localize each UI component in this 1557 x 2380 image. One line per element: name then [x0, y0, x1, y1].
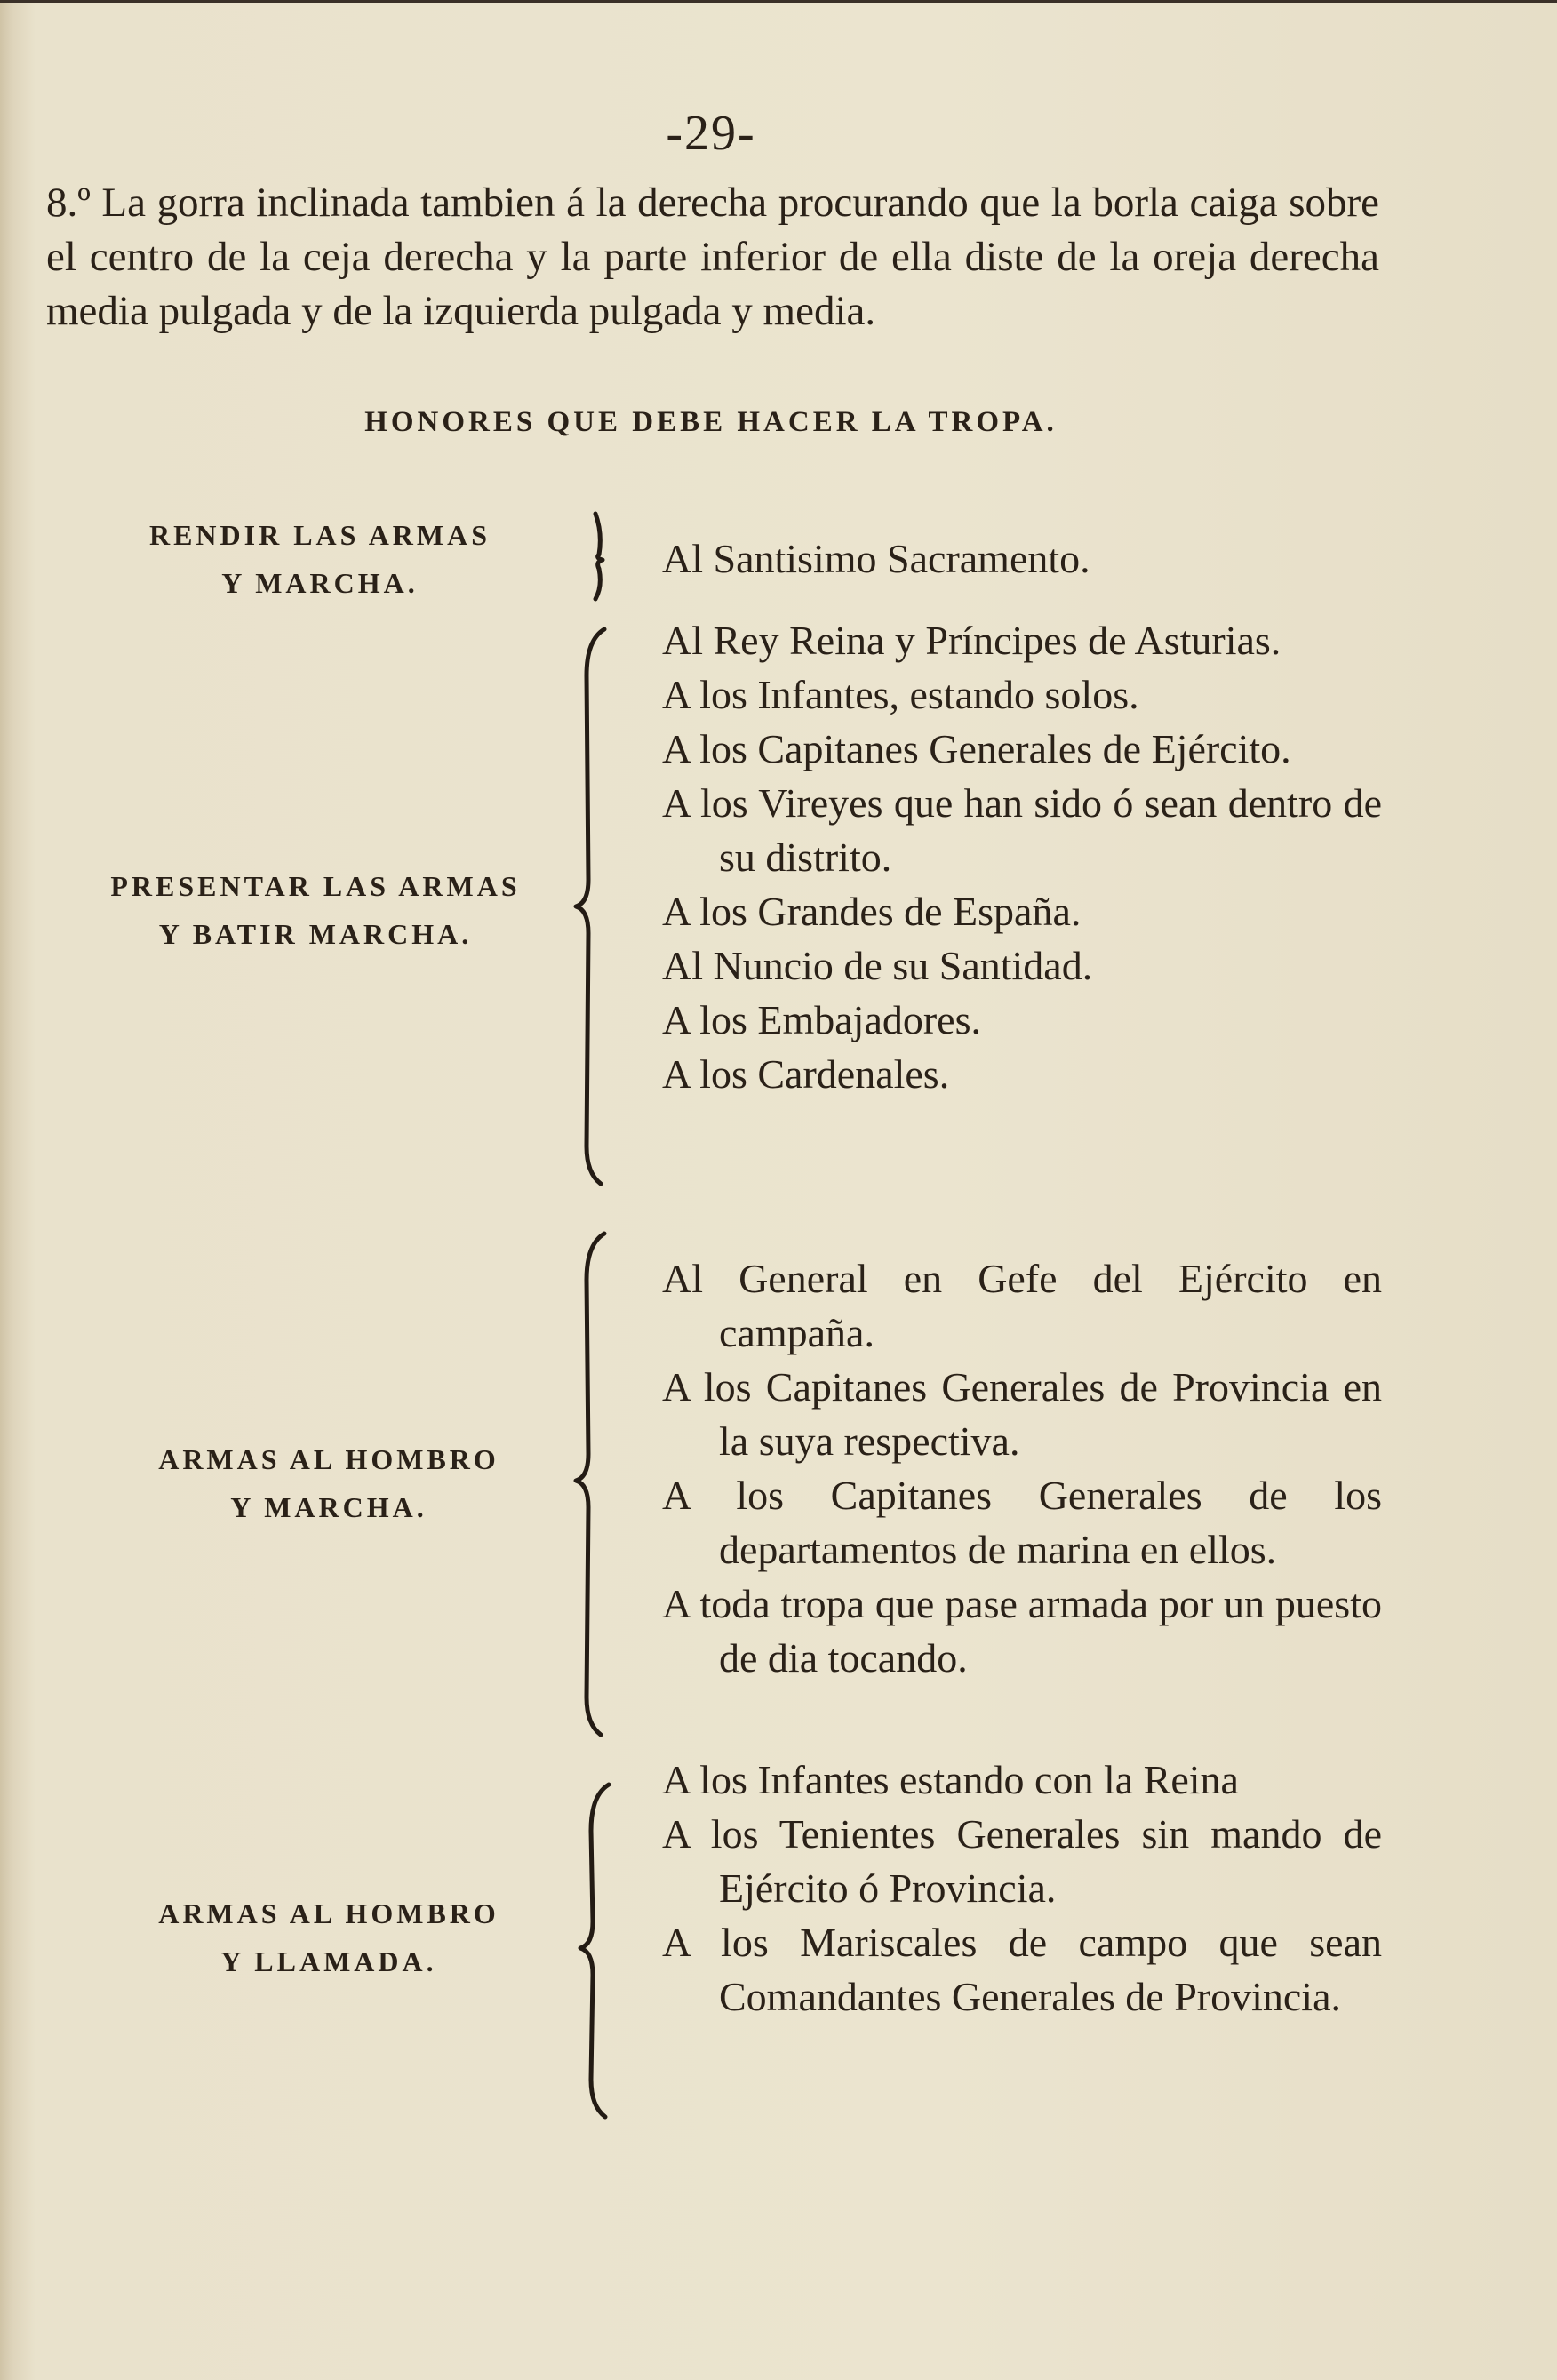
brace-armas-llamada: [573, 1777, 618, 2124]
list-item: Al Santisimo Sacramento.: [662, 536, 1090, 581]
brace-presentar: [569, 622, 613, 1191]
list-item: A toda tropa que pase armada por un puesto de dia tocando.: [662, 1581, 1382, 1681]
group-label-armas-marcha: ARMAS AL HOMBRO Y MARCHA.: [158, 1443, 499, 1523]
list-item: A los Capitanes Generales de Ejército.: [662, 726, 1291, 771]
page-number: -29-: [666, 106, 756, 161]
list-item: A los Cardenales.: [662, 1051, 950, 1097]
list-item: A los Mariscales de campo que sean Comandantes Generales de Provincia.: [662, 1920, 1382, 2019]
list-item: Al Nuncio de su Santidad.: [662, 943, 1093, 988]
brace-rendir: [578, 507, 613, 604]
list-item: A los Tenientes Generales sin mando de Ejército ó Provincia.: [662, 1811, 1382, 1911]
brace-armas-marcha: [569, 1226, 613, 1742]
section-title: HONORES QUE DEBE HACER LA TROPA.: [364, 406, 1058, 438]
paragraph-gorra: 8.º La gorra inclinada tambien á la derecha procurando que la borla caiga sobre el centro de la ceja derecha y la parte inferior de ella diste de la oreja derecha media pulgada y de la izquierda pulgada y media.: [46, 180, 1379, 334]
group-label-armas-llamada: ARMAS AL HOMBRO Y LLAMADA.: [158, 1897, 499, 1977]
group-items-rendir: [662, 531, 1382, 586]
list-item: A los Infantes, estando solos.: [662, 672, 1139, 717]
page-edge-line: [0, 0, 1557, 3]
list-item: A los Grandes de España.: [662, 889, 1082, 934]
group-items-presentar: [662, 613, 1382, 1101]
list-item: A los Infantes estando con la Reina: [662, 1757, 1239, 1802]
group-items-armas-llamada: [662, 1753, 1382, 2024]
group-items-armas-marcha: [662, 1251, 1382, 1685]
list-item: Al Rey Reina y Príncipes de Asturias.: [662, 618, 1282, 663]
group-label-presentar: PRESENTAR LAS ARMAS Y BATIR MARCHA.: [110, 870, 521, 950]
list-item: A los Capitanes Generales de los departamentos de marina en ellos.: [662, 1473, 1382, 1572]
list-item: Al General en Gefe del Ejército en campaña.: [662, 1256, 1382, 1355]
group-label-rendir: RENDIR LAS ARMAS Y MARCHA.: [148, 519, 491, 599]
list-item: A los Vireyes que han sido ó sean dentro de su distrito.: [662, 780, 1382, 880]
list-item: A los Embajadores.: [662, 997, 981, 1042]
list-item: A los Capitanes Generales de Provincia en la suya respectiva.: [662, 1364, 1382, 1464]
